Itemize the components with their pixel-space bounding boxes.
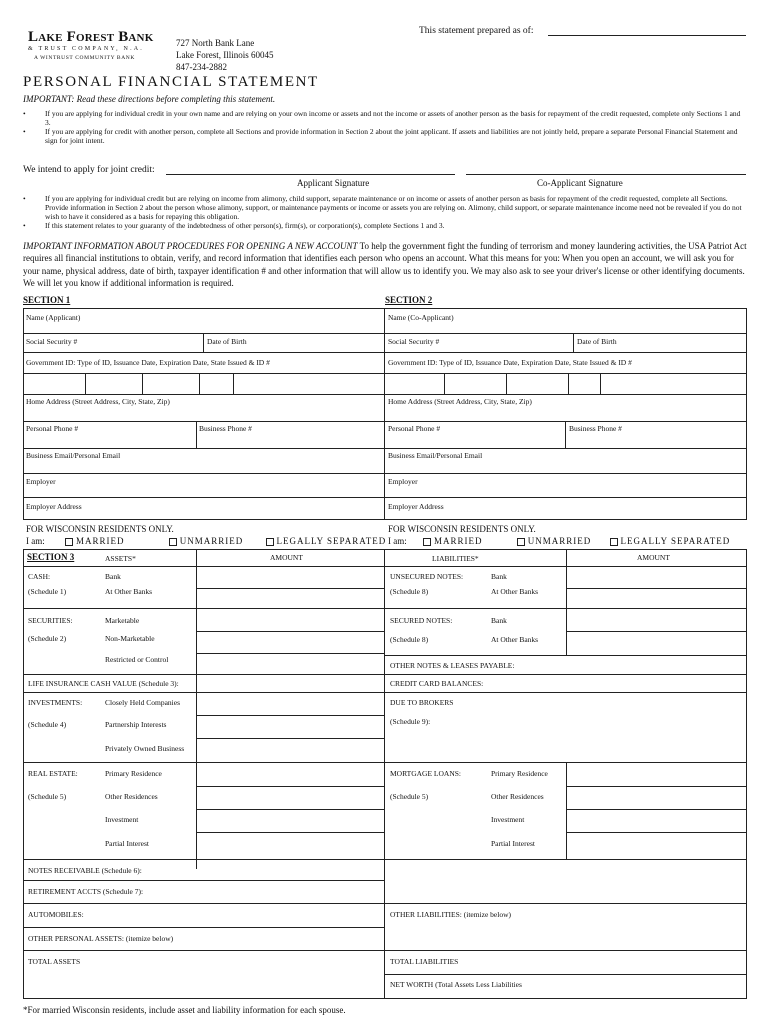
secured-other-banks-label: At Other Banks <box>491 635 539 644</box>
directions-list <box>23 109 743 145</box>
unsecured-notes-label: UNSECURED NOTES: <box>390 572 464 581</box>
schedule-5-label: (Schedule 5) <box>390 792 429 801</box>
direction-item: • If you are applying for credit with another person, complete all Sections and provide information in Section 2 about the joint applicant. If assets and liabilities are not jointly held, prepare a separate Personal Financial Statement and sign for joint intent. <box>23 127 743 145</box>
applicant-dob-field[interactable]: Date of Birth <box>207 337 247 346</box>
unsecured-bank-label: Bank <box>491 572 507 581</box>
applicant-govid-field[interactable]: Government ID: Type of ID, Issuance Date, Expiration Date, State Issued & ID # <box>26 358 270 367</box>
separated-checkbox[interactable]: LEGALLY SEPARATED <box>266 536 387 546</box>
coapplicant-employer-address-field[interactable]: Employer Address <box>388 502 444 511</box>
applicant-marital-status: I am: MARRIED UNMARRIED LEGALLY SEPARATED <box>26 536 387 546</box>
patriot-heading: IMPORTANT INFORMATION ABOUT PROCEDURES FOR OPENING A NEW ACCOUNT <box>23 241 358 251</box>
coapplicant-govid-field[interactable]: Government ID: Type of ID, Issuance Date, Expiration Date, State Issued & ID # <box>388 358 632 367</box>
other-notes-label: OTHER NOTES & LEASES PAYABLE: <box>390 661 515 670</box>
other-residences-label: Other Residences <box>105 792 158 801</box>
section-2-title: SECTION 2 <box>385 295 433 305</box>
coapplicant-wisconsin-label: FOR WISCONSIN RESIDENTS ONLY. <box>388 524 536 534</box>
investment-label: Investment <box>105 815 139 824</box>
mortgage-loans-label: MORTGAGE LOANS: <box>390 769 462 778</box>
prepared-as-of-label: This statement prepared as of: <box>419 26 534 36</box>
nonmarketable-label: Non-Marketable <box>105 634 155 643</box>
assets-header: ASSETS* <box>105 554 136 563</box>
schedule-4-label: (Schedule 4) <box>28 720 67 729</box>
liabilities-amount-header: AMOUNT <box>637 553 670 562</box>
coapplicant-home-address-field[interactable]: Home Address (Street Address, City, State, Zip) <box>388 397 532 406</box>
patriot-act-notice <box>23 240 747 290</box>
schedule-8-label: (Schedule 8) <box>390 635 429 644</box>
important-note: IMPORTANT: Read these directions before completing this statement. <box>23 94 276 104</box>
due-to-brokers-label: DUE TO BROKERS <box>390 698 454 707</box>
life-insurance-label: LIFE INSURANCE CASH VALUE (Schedule 3): <box>28 679 179 688</box>
checkbox-icon <box>517 538 525 546</box>
direction-item: • If you are applying for individual credit in your own name and are relying on your own income or assets and not the income or assets of another person as the basis for repayment of the credit requested, complete only Sections 1 and 3. <box>23 109 743 127</box>
mortgage-partial-label: Partial Interest <box>491 839 535 848</box>
married-checkbox[interactable]: MARRIED <box>423 536 483 546</box>
applicant-employer-field[interactable]: Employer <box>26 477 56 486</box>
checkbox-icon <box>169 538 177 546</box>
bank-phone: 847-234-2882 <box>176 62 227 72</box>
coapplicant-employer-field[interactable]: Employer <box>388 477 418 486</box>
applicant-ssn-field[interactable]: Social Security # <box>26 337 78 346</box>
separated-checkbox[interactable]: LEGALLY SEPARATED <box>610 536 731 546</box>
secured-notes-label: SECURED NOTES: <box>390 616 453 625</box>
other-assets-label: OTHER PERSONAL ASSETS: (itemize below) <box>28 934 174 943</box>
mortgage-primary-label: Primary Residence <box>491 769 548 778</box>
logo-subtitle-2: A WINTRUST COMMUNITY BANK <box>34 55 135 61</box>
married-checkbox[interactable]: MARRIED <box>65 536 125 546</box>
logo-name: Lake Forest Bank <box>28 29 154 45</box>
address-line-1: 727 North Bank Lane <box>176 38 255 48</box>
restricted-label: Restricted or Control <box>105 655 169 664</box>
secured-bank-label: Bank <box>491 616 507 625</box>
coapplicant-signature-label: Co-Applicant Signature <box>537 178 623 188</box>
applicant-personal-phone-field[interactable]: Personal Phone # <box>26 424 79 433</box>
investments-label: INVESTMENTS: <box>28 698 83 707</box>
coapplicant-email-field[interactable]: Business Email/Personal Email <box>388 451 483 460</box>
coapplicant-business-phone-field[interactable]: Business Phone # <box>569 424 622 433</box>
section-1-title: SECTION 1 <box>23 295 71 305</box>
coapplicant-ssn-field[interactable]: Social Security # <box>388 337 440 346</box>
checkbox-icon <box>610 538 618 546</box>
unmarried-checkbox[interactable]: UNMARRIED <box>517 536 592 546</box>
coapplicant-signature-line[interactable] <box>466 174 746 175</box>
applicant-home-address-field[interactable]: Home Address (Street Address, City, State, Zip) <box>26 397 170 406</box>
cash-other-banks-label: At Other Banks <box>105 587 153 596</box>
credit-card-label: CREDIT CARD BALANCES: <box>390 679 484 688</box>
real-estate-label: REAL ESTATE: <box>28 769 78 778</box>
joint-credit-label: We intend to apply for joint credit: <box>23 165 155 175</box>
applicant-name-field[interactable]: Name (Applicant) <box>26 313 81 322</box>
applicant-business-phone-field[interactable]: Business Phone # <box>199 424 252 433</box>
prepared-date-field[interactable] <box>548 35 746 36</box>
mortgage-other-residences-label: Other Residences <box>491 792 544 801</box>
schedule-2-label: (Schedule 2) <box>28 634 67 643</box>
coapplicant-dob-field[interactable]: Date of Birth <box>577 337 617 346</box>
checkbox-icon <box>423 538 431 546</box>
directions-list-2 <box>23 194 743 230</box>
applicant-wisconsin-label: FOR WISCONSIN RESIDENTS ONLY. <box>26 524 174 534</box>
coapplicant-personal-phone-field[interactable]: Personal Phone # <box>388 424 441 433</box>
checkbox-icon <box>266 538 274 546</box>
schedule-8-label: (Schedule 8) <box>390 587 429 596</box>
applicant-email-field[interactable]: Business Email/Personal Email <box>26 451 121 460</box>
total-assets-label: TOTAL ASSETS <box>28 957 81 966</box>
applicant-signature-label: Applicant Signature <box>297 178 370 188</box>
schedule-9-label: (Schedule 9): <box>390 717 431 726</box>
direction-item: • If you are applying for individual credit but are relying on income from alimony, child support, separate maintenance or on income or assets of another person as basis for repayment of the credit requested, complete all Sections. Provide information in Section 2 about the person whose alimony, support, or maintenance payments or income or assets you are relying on. Alimony, child support, or separate maintenance income need not be revealed if you do not wish to have it considered as a basis for repaying this obligation. <box>23 194 743 221</box>
unsecured-other-banks-label: At Other Banks <box>491 587 539 596</box>
retirement-label: RETIREMENT ACCTS (Schedule 7): <box>28 887 144 896</box>
primary-residence-label: Primary Residence <box>105 769 162 778</box>
patriot-body: To help the government fight the funding of terrorism and money laundering activities, the USA Patriot Act requires all financial institutions to obtain, verify, and record information that identifies each person who opens an account. What this means for you: When you open an account, we will ask you for your name, physical address, date of birth, taxpayer identification # and other information that will allow us to identify you. We may also ask to see your driver's license or other identifying documents. We will let you know if additional information is required. <box>23 241 747 289</box>
other-liabilities-label: OTHER LIABILITIES: (itemize below) <box>390 910 512 919</box>
closely-held-label: Closely Held Companies <box>105 698 180 707</box>
schedule-5-label: (Schedule 5) <box>28 792 67 801</box>
private-business-label: Privately Owned Business <box>105 744 185 753</box>
bank-address <box>176 37 274 73</box>
partial-interest-label: Partial Interest <box>105 839 149 848</box>
section-divider <box>384 308 385 520</box>
section-3-title: SECTION 3 <box>27 552 75 562</box>
bank-logo <box>28 30 168 62</box>
logo-subtitle: & TRUST COMPANY, N.A. <box>28 46 144 52</box>
mortgage-investment-label: Investment <box>491 815 525 824</box>
address-line-2: Lake Forest, Illinois 60045 <box>176 50 274 60</box>
assets-amount-header: AMOUNT <box>270 553 303 562</box>
automobiles-label: AUTOMOBILES: <box>28 910 84 919</box>
marketable-label: Marketable <box>105 616 140 625</box>
liabilities-header: LIABILITIES* <box>432 554 479 563</box>
partnership-label: Partnership Interests <box>105 720 167 729</box>
cash-bank-label: Bank <box>105 572 121 581</box>
page-title: PERSONAL FINANCIAL STATEMENT <box>23 74 319 90</box>
applicant-employer-address-field[interactable]: Employer Address <box>26 502 82 511</box>
securities-label: SECURITIES: <box>28 616 73 625</box>
footnote: *For married Wisconsin residents, include asset and liability information for each spouse. <box>23 1005 346 1015</box>
coapplicant-marital-status: I am: MARRIED UNMARRIED LEGALLY SEPARATED <box>388 536 731 546</box>
total-liabilities-label: TOTAL LIABILITIES <box>390 957 459 966</box>
coapplicant-name-field[interactable]: Name (Co-Applicant) <box>388 313 454 322</box>
unmarried-checkbox[interactable]: UNMARRIED <box>169 536 244 546</box>
net-worth-label: NET WORTH (Total Assets Less Liabilities <box>390 980 522 989</box>
cash-label: CASH: <box>28 572 51 581</box>
direction-item: • If this statement relates to your guaranty of the indebtedness of other person(s), firm(s), or corporation(s), complete Sections 1 and 3. <box>23 221 743 230</box>
schedule-1-label: (Schedule 1) <box>28 587 67 596</box>
applicant-info-grid <box>23 308 747 520</box>
notes-receivable-label: NOTES RECEIVABLE (Schedule 6): <box>28 866 142 875</box>
applicant-signature-line[interactable] <box>166 174 455 175</box>
checkbox-icon <box>65 538 73 546</box>
